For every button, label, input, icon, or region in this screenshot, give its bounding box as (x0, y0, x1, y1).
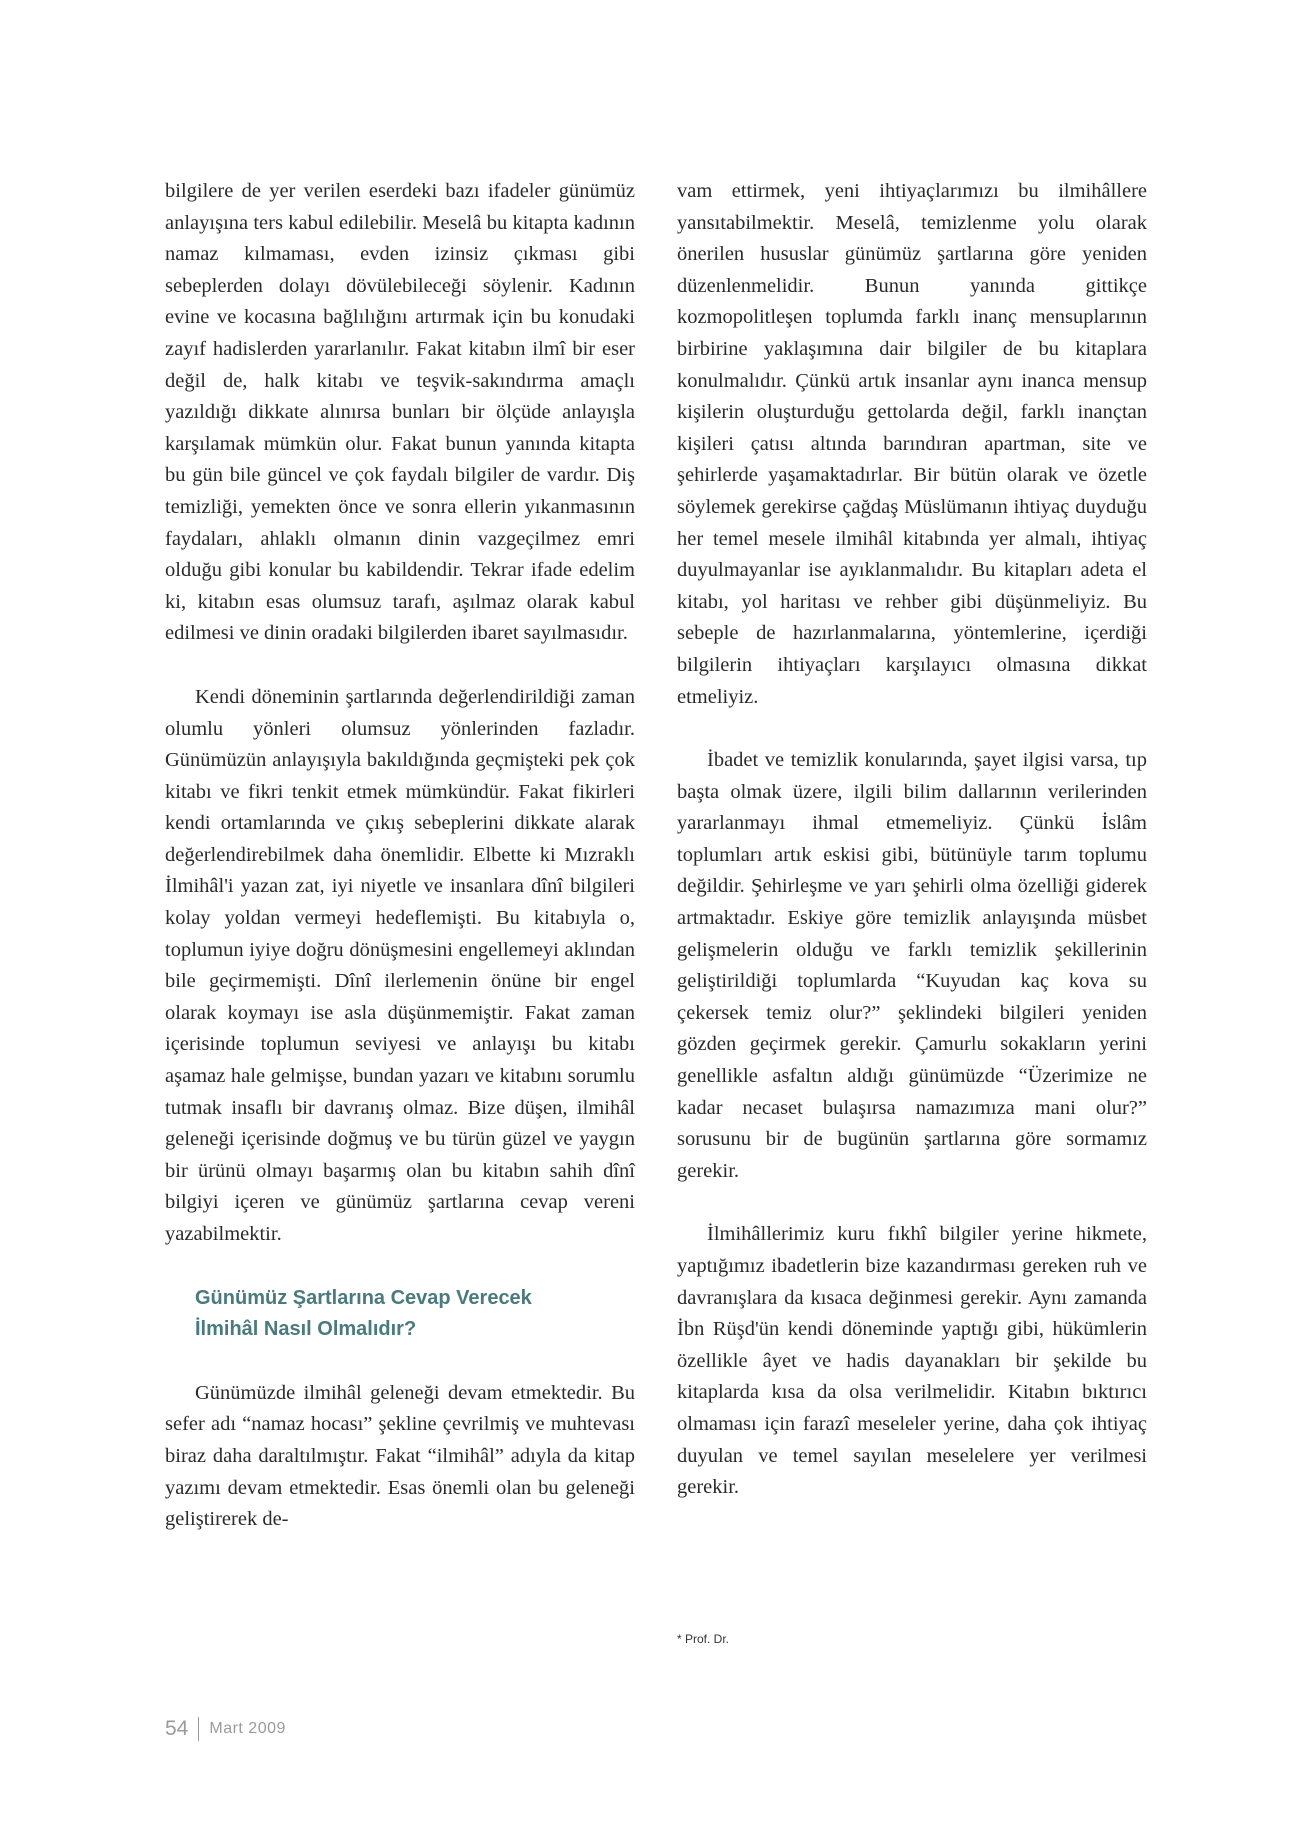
paragraph: vam ettirmek, yeni ihtiyaçlarımızı bu ilmihâllere yansıtabilmektir. Meselâ, temizlenme yolu olarak önerilen hususlar günümüz şartlarına göre yeniden düzenlenmelidir. Bunun yanında gittikçe kozmopolitleşen toplumda farklı inanç mensuplarının birbirine yaklaşımına dair bilgiler de bu kitaplara konulmalıdır. Çünkü artık insanlar aynı inanca mensup kişilerin oluşturduğu gettolarda değil, farklı inançtan kişileri çatısı altında barındıran apartman, site ve şehirlerde yaşamaktadırlar. Bir bütün olarak ve özetle söylemek gerekirse çağdaş Müslümanın ihtiyaç duyduğu her temel mesele ilmihâl kitabında yer almalı, ihtiyaç duyulmayanlar ise ayıklanmalıdır. Bu kitapları adeta el kitabı, yol haritası ve rehber gibi düşünmeliyiz. Bu sebeple de hazırlanmalarına, yöntemlerine, içerdiği bilgilerin ihtiyaçları karşılayıcı olmasına dikkat etmeliyiz. (677, 180, 1147, 708)
section-heading-line-2: İlmihâl Nasıl Olmalıdır? (195, 1318, 417, 1341)
paragraph: İlmihâllerimiz kuru fıkhî bilgiler yerine hikmete, yaptığımız ibadetlerin bize kazandırması gereken ruh ve davranışlara da kısaca değinmesi gerekir. Aynı zamanda İbn Rüşd'ün kendi döneminde yaptığı gibi, hükümlerin özellikle âyet ve hadis dayanakları bir şekilde bu kitaplarda kısa da olsa verilmelidir. Kitabın bıktırıcı olmaması için farazî meseleler yerine, daha çok ihtiyaç duyulan ve temel sayılan meselelere yer verilmesi gerekir. (677, 1223, 1147, 1499)
paragraph-gap (165, 650, 635, 682)
footnote: * Prof. Dr. (677, 1632, 730, 1646)
folio-divider (198, 1717, 199, 1741)
page-number: 54 (165, 1717, 189, 1740)
issue-date: Mart 2009 (209, 1720, 286, 1737)
left-column (165, 176, 635, 1536)
paragraph: Kendi döneminin şartlarında değerlendirildiği zaman olumlu yönleri olumsuz yönlerinden fazladır. Günümüzün anlayışıyla bakıldığında geçmişteki pek çok kitabı ve fikri tenkit etmek mümkündür. Fakat fikirleri kendi ortamlarında ve çıkış sebeplerini dikkate alarak değerlendirebilmek daha önemlidir. Elbette ki Mızraklı İlmihâl'i yazan zat, iyi niyetle ve insanlara dînî bilgileri kolay yoldan vermeyi hedeflemişti. Bu kitabıyla o, toplumun iyiye doğru dönüşmesini engellemeyi aklından bile geçirmemişti. Dînî ilerlemenin önüne bir engel olarak koymayı ise asla düşünmemiştir. Fakat zaman içerisinde toplumun seviyesi ve anlayışı bu kitabı aşamaz hale gelmişse, bundan yazarı ve kitabını sorumlu tutmak insaflı bir davranış olmaz. Bize düşen, ilmihâl geleneği içerisinde doğmuş ve bu türün güzel ve yaygın bir ürünü olmayı başarmış olan bu kitabın sahih dînî bilgiyi içeren ve günümüz şartlarına cevap vereni yazabilmektir. (165, 685, 635, 1245)
right-column (677, 176, 1147, 1504)
section-heading-line-1: Günümüz Şartlarına Cevap Verecek (195, 1286, 532, 1309)
paragraph: İbadet ve temizlik konularında, şayet ilgisi varsa, tıp başta olmak üzere, ilgili bilim dallarının verilerinden yararlanmayı ihmal etmemeliyiz. Çünkü İslâm toplumları artık eskisi gibi, bütünüyle tarım toplumu değildir. Şehirleşme ve yarı şehirli olma özelliği giderek artmaktadır. Eskiye göre temizlik anlayışında müsbet gelişmelerin olduğu ve farklı temizlik şekillerinin geliştirildiği toplumlarda “Kuyudan kaç kova su çekersek temiz olur?” şeklindeki bilgileri yeniden gözden geçirmek gerekir. Çamurlu sokakların yerini genellikle asfaltın aldığı günümüzde “Üzerimize ne kadar necaset bulaşırsa namazımıza mani olur?” sorusunu bir de bugünün şartlarına göre sormamız gerekir. (677, 749, 1147, 1182)
paragraph-gap (677, 1187, 1147, 1219)
page-folio (165, 1717, 286, 1741)
paragraph: Günümüzde ilmihâl geleneği devam etmektedir. Bu sefer adı “namaz hocası” şekline çevrilmiş ve muhtevası biraz daha daraltılmıştır. Fakat “ilmihâl” adıyla da kitap yazımı devam etmektedir. Esas önemli olan bu geleneği geliştirerek de- (165, 1381, 635, 1531)
paragraph: bilgilere de yer verilen eserdeki bazı ifadeler günümüz anlayışına ters kabul edilebilir. Meselâ bu kitapta kadının namaz kılmaması, evden izinsiz çıkması gibi sebeplerden dolayı dövülebileceği söylenir. Kadının evine ve kocasına bağlılığını artırmak için bu konudaki zayıf hadislerden yararlanılır. Fakat kitabın ilmî bir eser değil de, halk kitabı ve teşvik-sakındırma amaçlı yazıldığı dikkate alınırsa bunları bir ölçüde anlayışla karşılamak mümkün olur. Fakat bunun yanında kitapta bu gün bile güncel ve çok faydalı bilgiler de vardır. Diş temizliği, yemekten önce ve sonra ellerin yıkanmasının faydaları, ahlaklı olmanın dinin vazgeçilmez emri olduğu gibi konular bu kabildendir. Tekrar ifade edelim ki, kitabın esas olumsuz tarafı, aşılmaz olarak kabul edilmesi ve dinin oradaki bilgilerden ibaret sayılmasıdır. (165, 180, 635, 645)
paragraph-gap (165, 1251, 635, 1283)
paragraph-gap (677, 713, 1147, 745)
paragraph-gap (165, 1346, 635, 1378)
section-heading (165, 1283, 635, 1346)
